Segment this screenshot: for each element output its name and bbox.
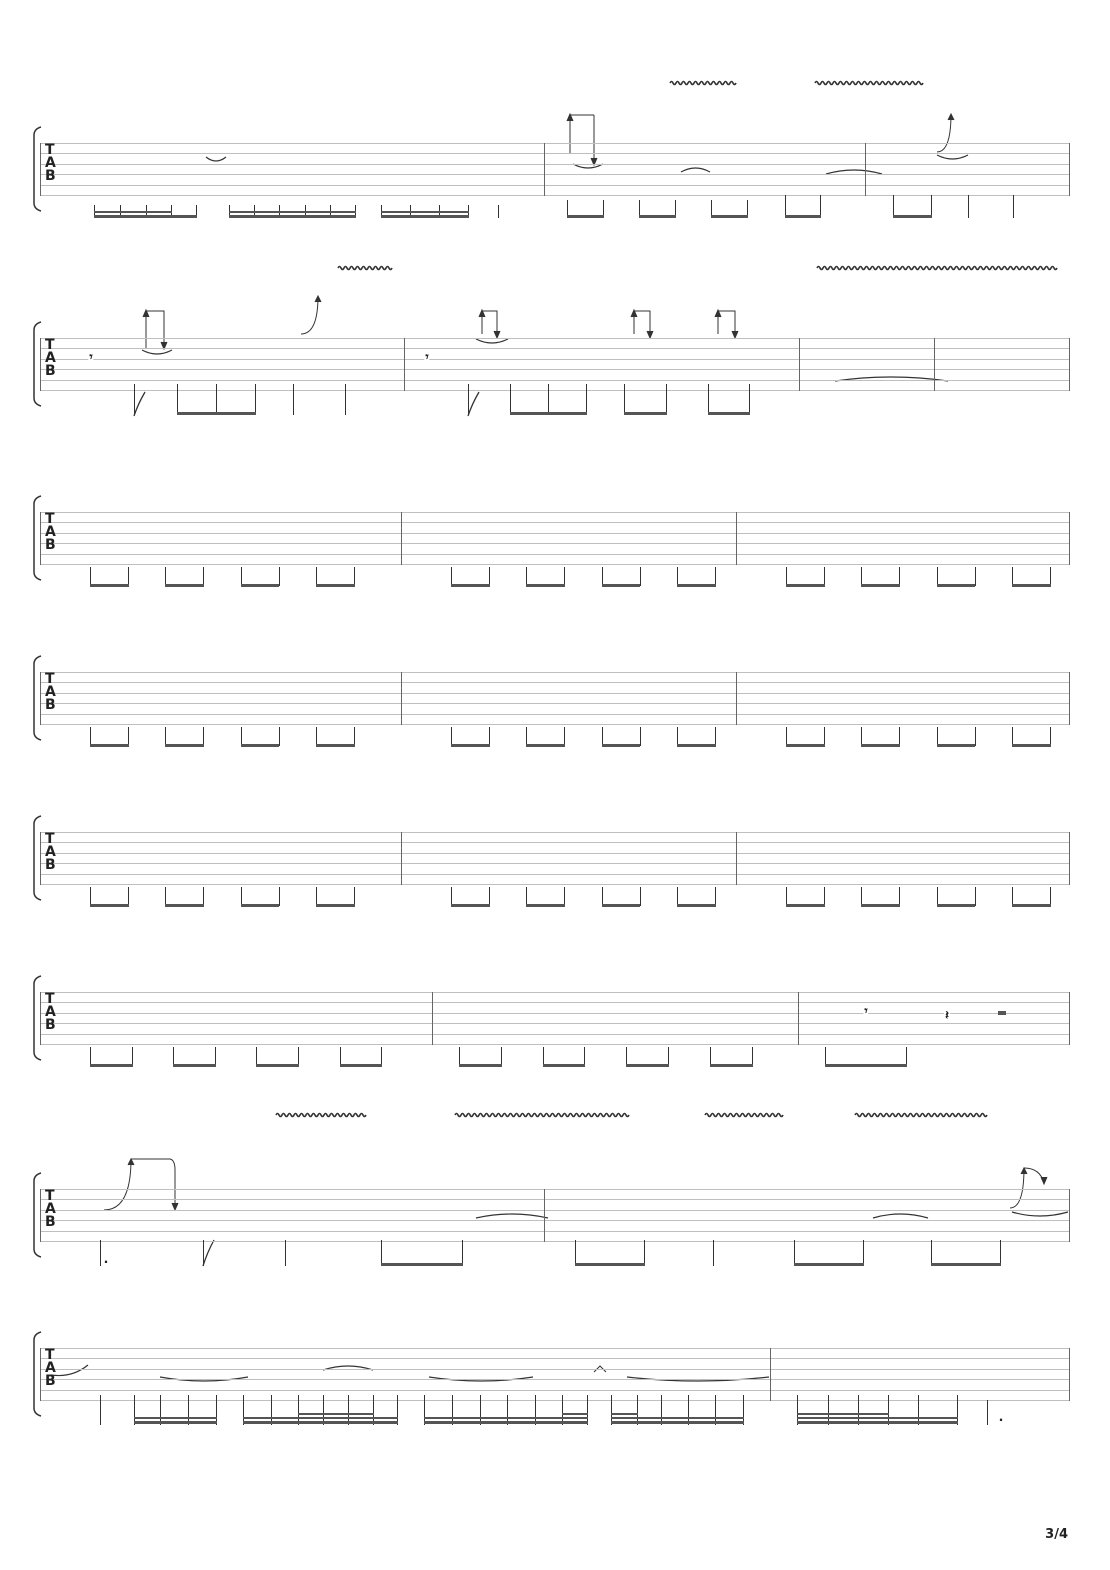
note-beam (424, 1421, 588, 1424)
note-stem (968, 195, 969, 218)
note-beam (243, 1421, 398, 1424)
vibrato-mark (815, 82, 923, 85)
arrowhead (1041, 1177, 1047, 1184)
note-beam (90, 584, 129, 587)
staff-end-bar (1069, 1189, 1070, 1242)
barline (770, 1348, 771, 1401)
barline (401, 672, 402, 725)
vibrato-mark (338, 267, 392, 270)
staff-start-bar (40, 992, 41, 1045)
note-beam (451, 904, 490, 907)
tab-clef-letter: A (45, 524, 56, 540)
note-beam (424, 1417, 588, 1419)
staff-end-bar (1069, 338, 1070, 391)
note-beam (340, 1064, 383, 1067)
tab-clef-letter: B (45, 857, 56, 873)
note-beam (786, 744, 825, 747)
note-beam (639, 215, 676, 218)
tab-clef-letter: A (45, 1360, 56, 1376)
staff-line (40, 842, 1070, 843)
staff-line (40, 1358, 1070, 1359)
tie-arc (937, 155, 968, 159)
note-stem (498, 205, 499, 218)
note-stem (285, 1240, 286, 1266)
tie-arc (1012, 1212, 1068, 1216)
note-stem (345, 384, 346, 415)
staff-line (40, 1369, 1070, 1370)
note-beam (229, 215, 356, 218)
note-beam (602, 584, 641, 587)
note-beam (797, 1413, 889, 1415)
tab-clef-letter: A (45, 1201, 56, 1217)
barline (736, 832, 737, 885)
note-beam (543, 1064, 586, 1067)
staff-line (40, 522, 1070, 523)
note-beam (94, 215, 197, 218)
staff-line (40, 143, 1070, 144)
quarter-rest: 𝄽 (945, 1007, 949, 1022)
note-stem (203, 1240, 204, 1266)
note-stem (216, 384, 217, 415)
staff-line (40, 1231, 1070, 1232)
staff-end-bar (1069, 832, 1070, 885)
tab-clef-letter: A (45, 844, 56, 860)
note-stem (987, 1400, 988, 1425)
staff-line (40, 195, 1070, 196)
staff-start-bar (40, 832, 41, 885)
note-beam (316, 744, 355, 747)
note-stem (548, 384, 549, 415)
note-beam (937, 584, 976, 587)
staff-end-bar (1069, 143, 1070, 196)
note-beam (134, 1417, 217, 1419)
note-beam (1012, 744, 1051, 747)
note-beam (381, 211, 469, 213)
dot: . (103, 1251, 109, 1266)
note-beam (567, 215, 604, 218)
note-stem (134, 384, 135, 415)
note-beam (316, 904, 355, 907)
note-beam (825, 1064, 907, 1067)
note-beam (526, 744, 565, 747)
note-stem (1013, 195, 1014, 218)
tab-clef-letter: T (45, 991, 55, 1007)
tab-clef-letter: T (45, 142, 55, 158)
staff-start-bar (40, 1348, 41, 1401)
note-beam (173, 1064, 216, 1067)
arrowhead (1021, 1168, 1027, 1174)
tab-clef-letter: A (45, 1004, 56, 1020)
staff-line (40, 390, 1070, 391)
staff-line (40, 359, 1070, 360)
note-beam (526, 584, 565, 587)
tab-clef-letter: A (45, 684, 56, 700)
staff-line (40, 369, 1070, 370)
barline (736, 512, 737, 565)
note-beam (611, 1413, 638, 1415)
note-stem (255, 384, 256, 415)
note-beam (381, 215, 469, 218)
staff-line (40, 992, 1070, 993)
note-beam (797, 1421, 958, 1424)
note-beam (611, 1421, 744, 1424)
staff-line (40, 1379, 1070, 1380)
barline (432, 992, 433, 1045)
arrowhead (315, 296, 321, 302)
staff-line (40, 1199, 1070, 1200)
note-flag (468, 392, 479, 416)
tie-arc (476, 1214, 548, 1218)
staff-line (40, 185, 1070, 186)
note-beam (90, 904, 129, 907)
note-beam (786, 584, 825, 587)
note-beam (711, 215, 748, 218)
barline (401, 512, 402, 565)
staff-line (40, 1189, 1070, 1190)
tie-arc (206, 157, 226, 161)
staff-line (40, 703, 1070, 704)
staff-start-bar (40, 672, 41, 725)
note-stem (100, 1395, 101, 1425)
note-beam (797, 1417, 958, 1419)
tie-arc (142, 350, 172, 354)
barline (798, 992, 799, 1045)
tie-arc (51, 1365, 88, 1376)
staff-line (40, 153, 1070, 154)
staff-line (40, 543, 1070, 544)
note-beam (710, 1064, 753, 1067)
barline (865, 143, 866, 196)
note-stem (586, 384, 587, 415)
staff-line (40, 1034, 1070, 1035)
note-beam (298, 1413, 374, 1415)
staff-line (40, 512, 1070, 513)
page-number: 3/4 (1045, 1527, 1068, 1542)
staff-line (40, 693, 1070, 694)
note-beam (165, 904, 204, 907)
note-stem (293, 384, 294, 415)
note-stem (749, 384, 750, 415)
staff-line (40, 1220, 1070, 1221)
eighth-rest: 𝄾 (89, 349, 93, 364)
barline (401, 832, 402, 885)
note-beam (602, 904, 641, 907)
arrowhead (647, 331, 653, 338)
staff-end-bar (1069, 672, 1070, 725)
staff-start-bar (40, 1189, 41, 1242)
staff-line (40, 174, 1070, 175)
staff-line (40, 832, 1070, 833)
note-beam (677, 744, 716, 747)
note-beam (459, 1064, 502, 1067)
note-flag (203, 1240, 214, 1266)
staff-start-bar (40, 143, 41, 196)
note-stem (177, 384, 178, 415)
note-beam (1012, 584, 1051, 587)
dot: . (998, 1409, 1004, 1424)
half-rest (998, 1011, 1006, 1015)
staff-start-bar (40, 338, 41, 391)
note-beam (316, 584, 355, 587)
note-flag (134, 392, 145, 416)
note-beam (861, 584, 900, 587)
note-beam (794, 1263, 864, 1266)
note-beam (510, 412, 587, 415)
staff-line (40, 164, 1070, 165)
eighth-rest: 𝄾 (864, 1003, 868, 1018)
note-beam (165, 744, 204, 747)
release-path (1024, 1168, 1044, 1183)
note-beam (602, 744, 641, 747)
staff-line (40, 1002, 1070, 1003)
vibrato-mark (705, 1114, 783, 1117)
tab-clef-letter: T (45, 511, 55, 527)
staff-end-bar (1069, 1348, 1070, 1401)
staff-line (40, 348, 1070, 349)
staff-end-bar (1069, 992, 1070, 1045)
staff-line (40, 672, 1070, 673)
staff-line (40, 1241, 1070, 1242)
staff-line (40, 1400, 1070, 1401)
note-stem (510, 384, 511, 415)
note-beam (451, 744, 490, 747)
barline (404, 338, 405, 391)
staff-line (40, 863, 1070, 864)
tab-clef-letter: B (45, 168, 56, 184)
vibrato-mark (670, 82, 736, 85)
tab-clef-letter: T (45, 337, 55, 353)
staff-line (40, 1044, 1070, 1045)
note-stem (624, 384, 625, 415)
staff-line (40, 1013, 1070, 1014)
note-beam (241, 904, 280, 907)
staff-line (40, 1023, 1070, 1024)
note-beam (937, 744, 976, 747)
staff-start-bar (40, 512, 41, 565)
staff-line (40, 853, 1070, 854)
barline (544, 143, 545, 196)
note-beam (677, 584, 716, 587)
staff-line (40, 1390, 1070, 1391)
staff-line (40, 338, 1070, 339)
staff-line (40, 714, 1070, 715)
tie-arc (873, 1214, 928, 1218)
tab-clef-letter: B (45, 1017, 56, 1033)
tie-arc (476, 339, 508, 343)
note-beam (626, 1064, 669, 1067)
note-beam (785, 215, 821, 218)
staff-line (40, 533, 1070, 534)
staff-end-bar (1069, 512, 1070, 565)
tab-clef-letter: B (45, 537, 56, 553)
release-path (131, 1159, 175, 1210)
note-beam (893, 215, 932, 218)
tab-clef-letter: B (45, 1373, 56, 1389)
note-beam (381, 1263, 463, 1266)
note-beam (165, 584, 204, 587)
staff-line (40, 724, 1070, 725)
note-beam (786, 904, 825, 907)
tab-clef-letter: B (45, 697, 56, 713)
staff-line (40, 554, 1070, 555)
note-beam (94, 211, 172, 213)
staff-line (40, 1348, 1070, 1349)
tab-clef-letter: A (45, 350, 56, 366)
bend-arrow (104, 1159, 131, 1210)
note-beam (229, 211, 356, 213)
arrowhead (732, 331, 738, 338)
note-beam (861, 744, 900, 747)
note-beam (90, 744, 129, 747)
staff-line (40, 682, 1070, 683)
note-beam (526, 904, 565, 907)
note-stem (713, 1240, 714, 1266)
staff-line (40, 874, 1070, 875)
note-beam (575, 1263, 645, 1266)
tab-clef-letter: A (45, 155, 56, 171)
vibrato-mark (817, 267, 1057, 270)
note-beam (611, 1417, 744, 1419)
note-beam (861, 904, 900, 907)
note-stem (666, 384, 667, 415)
note-beam (241, 584, 280, 587)
barline (799, 338, 800, 391)
vibrato-mark (276, 1114, 366, 1117)
note-beam (134, 1421, 217, 1424)
tab-clef-letter: B (45, 363, 56, 379)
barline (934, 338, 935, 391)
note-beam (451, 584, 490, 587)
note-beam (931, 1263, 1001, 1266)
note-stem (100, 1240, 101, 1266)
arrowhead (494, 331, 500, 338)
tab-clef-letter: T (45, 1347, 55, 1363)
note-beam (256, 1064, 299, 1067)
tab-clef-letter: B (45, 1214, 56, 1230)
note-beam (624, 412, 667, 415)
vibrato-mark (855, 1114, 987, 1117)
note-beam (562, 1413, 588, 1415)
arrowhead (128, 1159, 134, 1165)
arrowhead (948, 114, 954, 120)
staff-line (40, 564, 1070, 565)
note-beam (937, 904, 976, 907)
note-stem (468, 384, 469, 415)
vibrato-mark (455, 1114, 629, 1117)
eighth-rest: 𝄾 (425, 349, 429, 364)
note-beam (677, 904, 716, 907)
tie-arc (681, 168, 710, 172)
tab-clef-letter: T (45, 831, 55, 847)
note-beam (90, 1064, 133, 1067)
staff-line (40, 380, 1070, 381)
note-beam (708, 412, 750, 415)
tab-clef-letter: T (45, 671, 55, 687)
note-beam (1012, 904, 1051, 907)
tab-clef-letter: T (45, 1188, 55, 1204)
staff-line (40, 1210, 1070, 1211)
note-beam (241, 744, 280, 747)
staff-line (40, 884, 1070, 885)
note-beam (177, 412, 256, 415)
note-stem (708, 384, 709, 415)
note-beam (243, 1417, 398, 1419)
barline (544, 1189, 545, 1242)
barline (736, 672, 737, 725)
